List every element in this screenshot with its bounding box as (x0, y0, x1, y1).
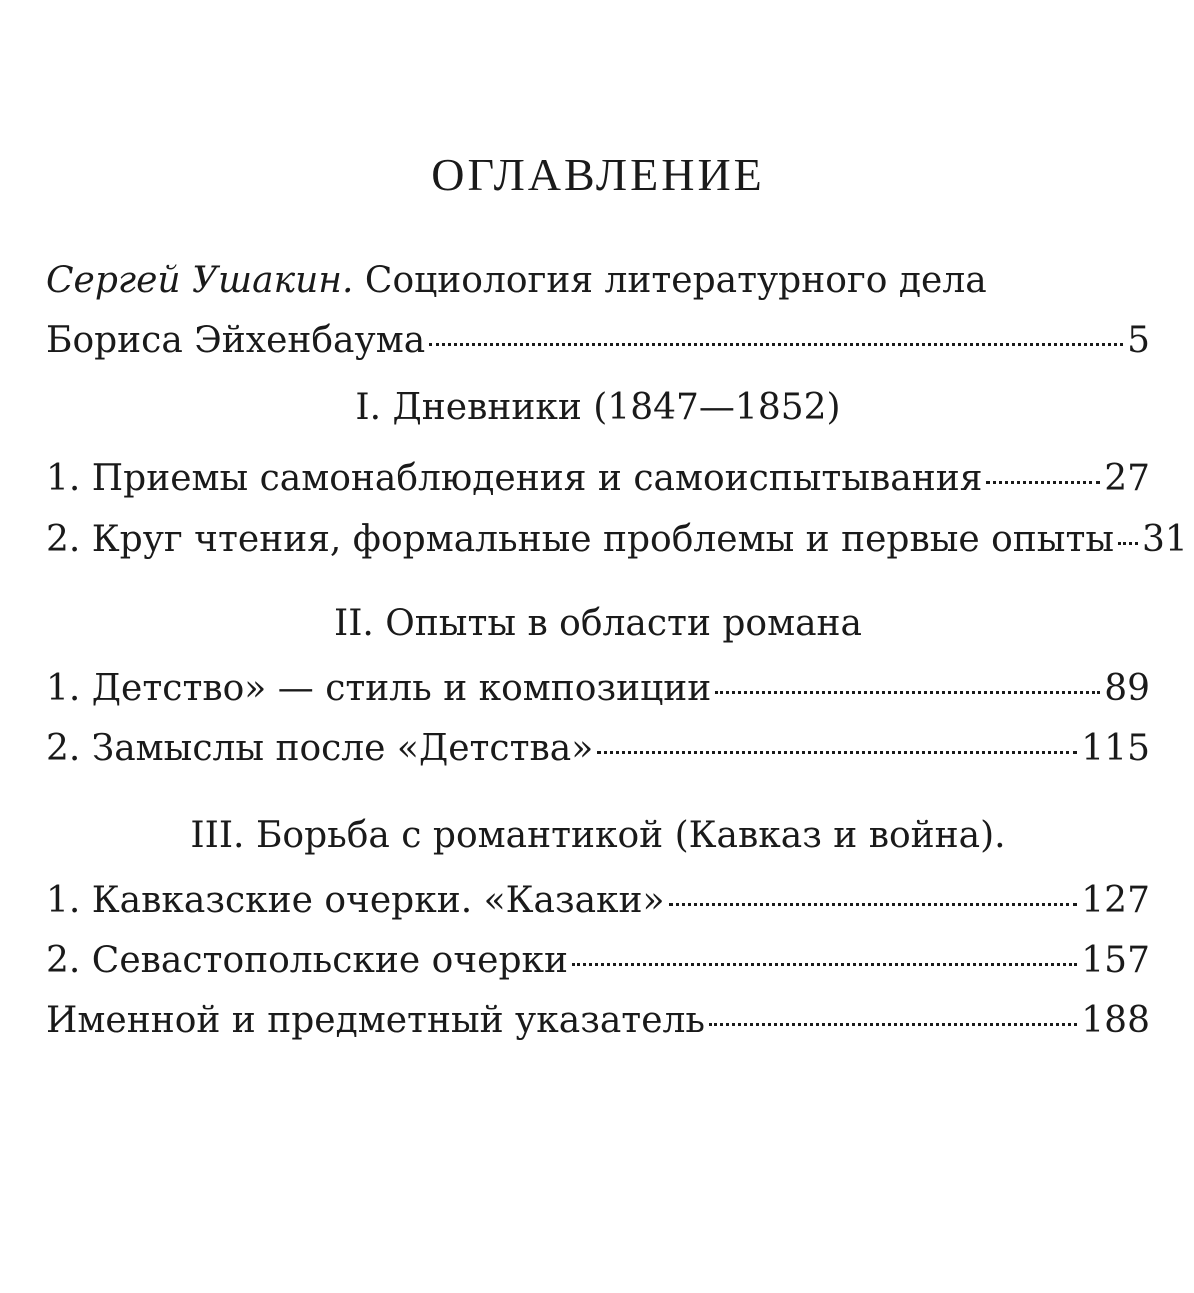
entry-label: 2. Замыслы после «Детства» (46, 728, 594, 769)
intro-title-line1: Социология литературного дела (364, 260, 987, 301)
dot-leader (572, 963, 1077, 966)
toc-entry (46, 517, 1188, 563)
page-title: ОГЛАВЛЕНИЕ (431, 149, 765, 200)
section-heading-1: I. Дневники (1847—1852) (355, 387, 841, 428)
entry-label: 1. Приемы самонаблюдения и самоиспытывания (46, 458, 983, 499)
dot-leader (429, 343, 1123, 346)
toc-entry-index (46, 998, 1150, 1044)
page-number: 89 (1104, 668, 1150, 709)
intro-entry-line1 (46, 258, 1150, 304)
toc-entry (46, 938, 1150, 984)
dot-leader (1118, 542, 1138, 545)
page-number: 31 (1142, 519, 1188, 560)
dot-leader (709, 1023, 1077, 1026)
page-number: 5 (1127, 320, 1150, 361)
dot-leader (986, 481, 1100, 484)
section-heading-3: III. Борьба с романтикой (Кавказ и война). (190, 815, 1006, 856)
intro-author: Сергей Ушакин. (46, 260, 354, 301)
entry-label: 1. Детство» — стиль и композиции (46, 668, 712, 709)
entry-label: Именной и предметный указатель (46, 1000, 705, 1041)
toc-entry (46, 456, 1150, 502)
section-heading-2: II. Опыты в области романа (333, 603, 863, 644)
toc-entry (46, 726, 1150, 772)
page-number: 157 (1081, 940, 1150, 981)
dot-leader (669, 903, 1078, 906)
dot-leader (597, 751, 1077, 754)
entry-label: 2. Круг чтения, формальные проблемы и первые опыты (46, 519, 1115, 560)
page-number: 188 (1081, 1000, 1150, 1041)
entry-label: 1. Кавказские очерки. «Казаки» (46, 880, 665, 921)
page-number: 127 (1081, 880, 1150, 921)
entry-label: 2. Севастопольские очерки (46, 940, 568, 981)
intro-title-line2: Бориса Эйхенбаума (46, 320, 426, 361)
toc-entry (46, 666, 1150, 712)
dot-leader (715, 691, 1100, 694)
page-number: 27 (1104, 458, 1150, 499)
intro-entry-line2 (46, 318, 1150, 364)
toc-entry (46, 878, 1150, 924)
page-number: 115 (1081, 728, 1150, 769)
